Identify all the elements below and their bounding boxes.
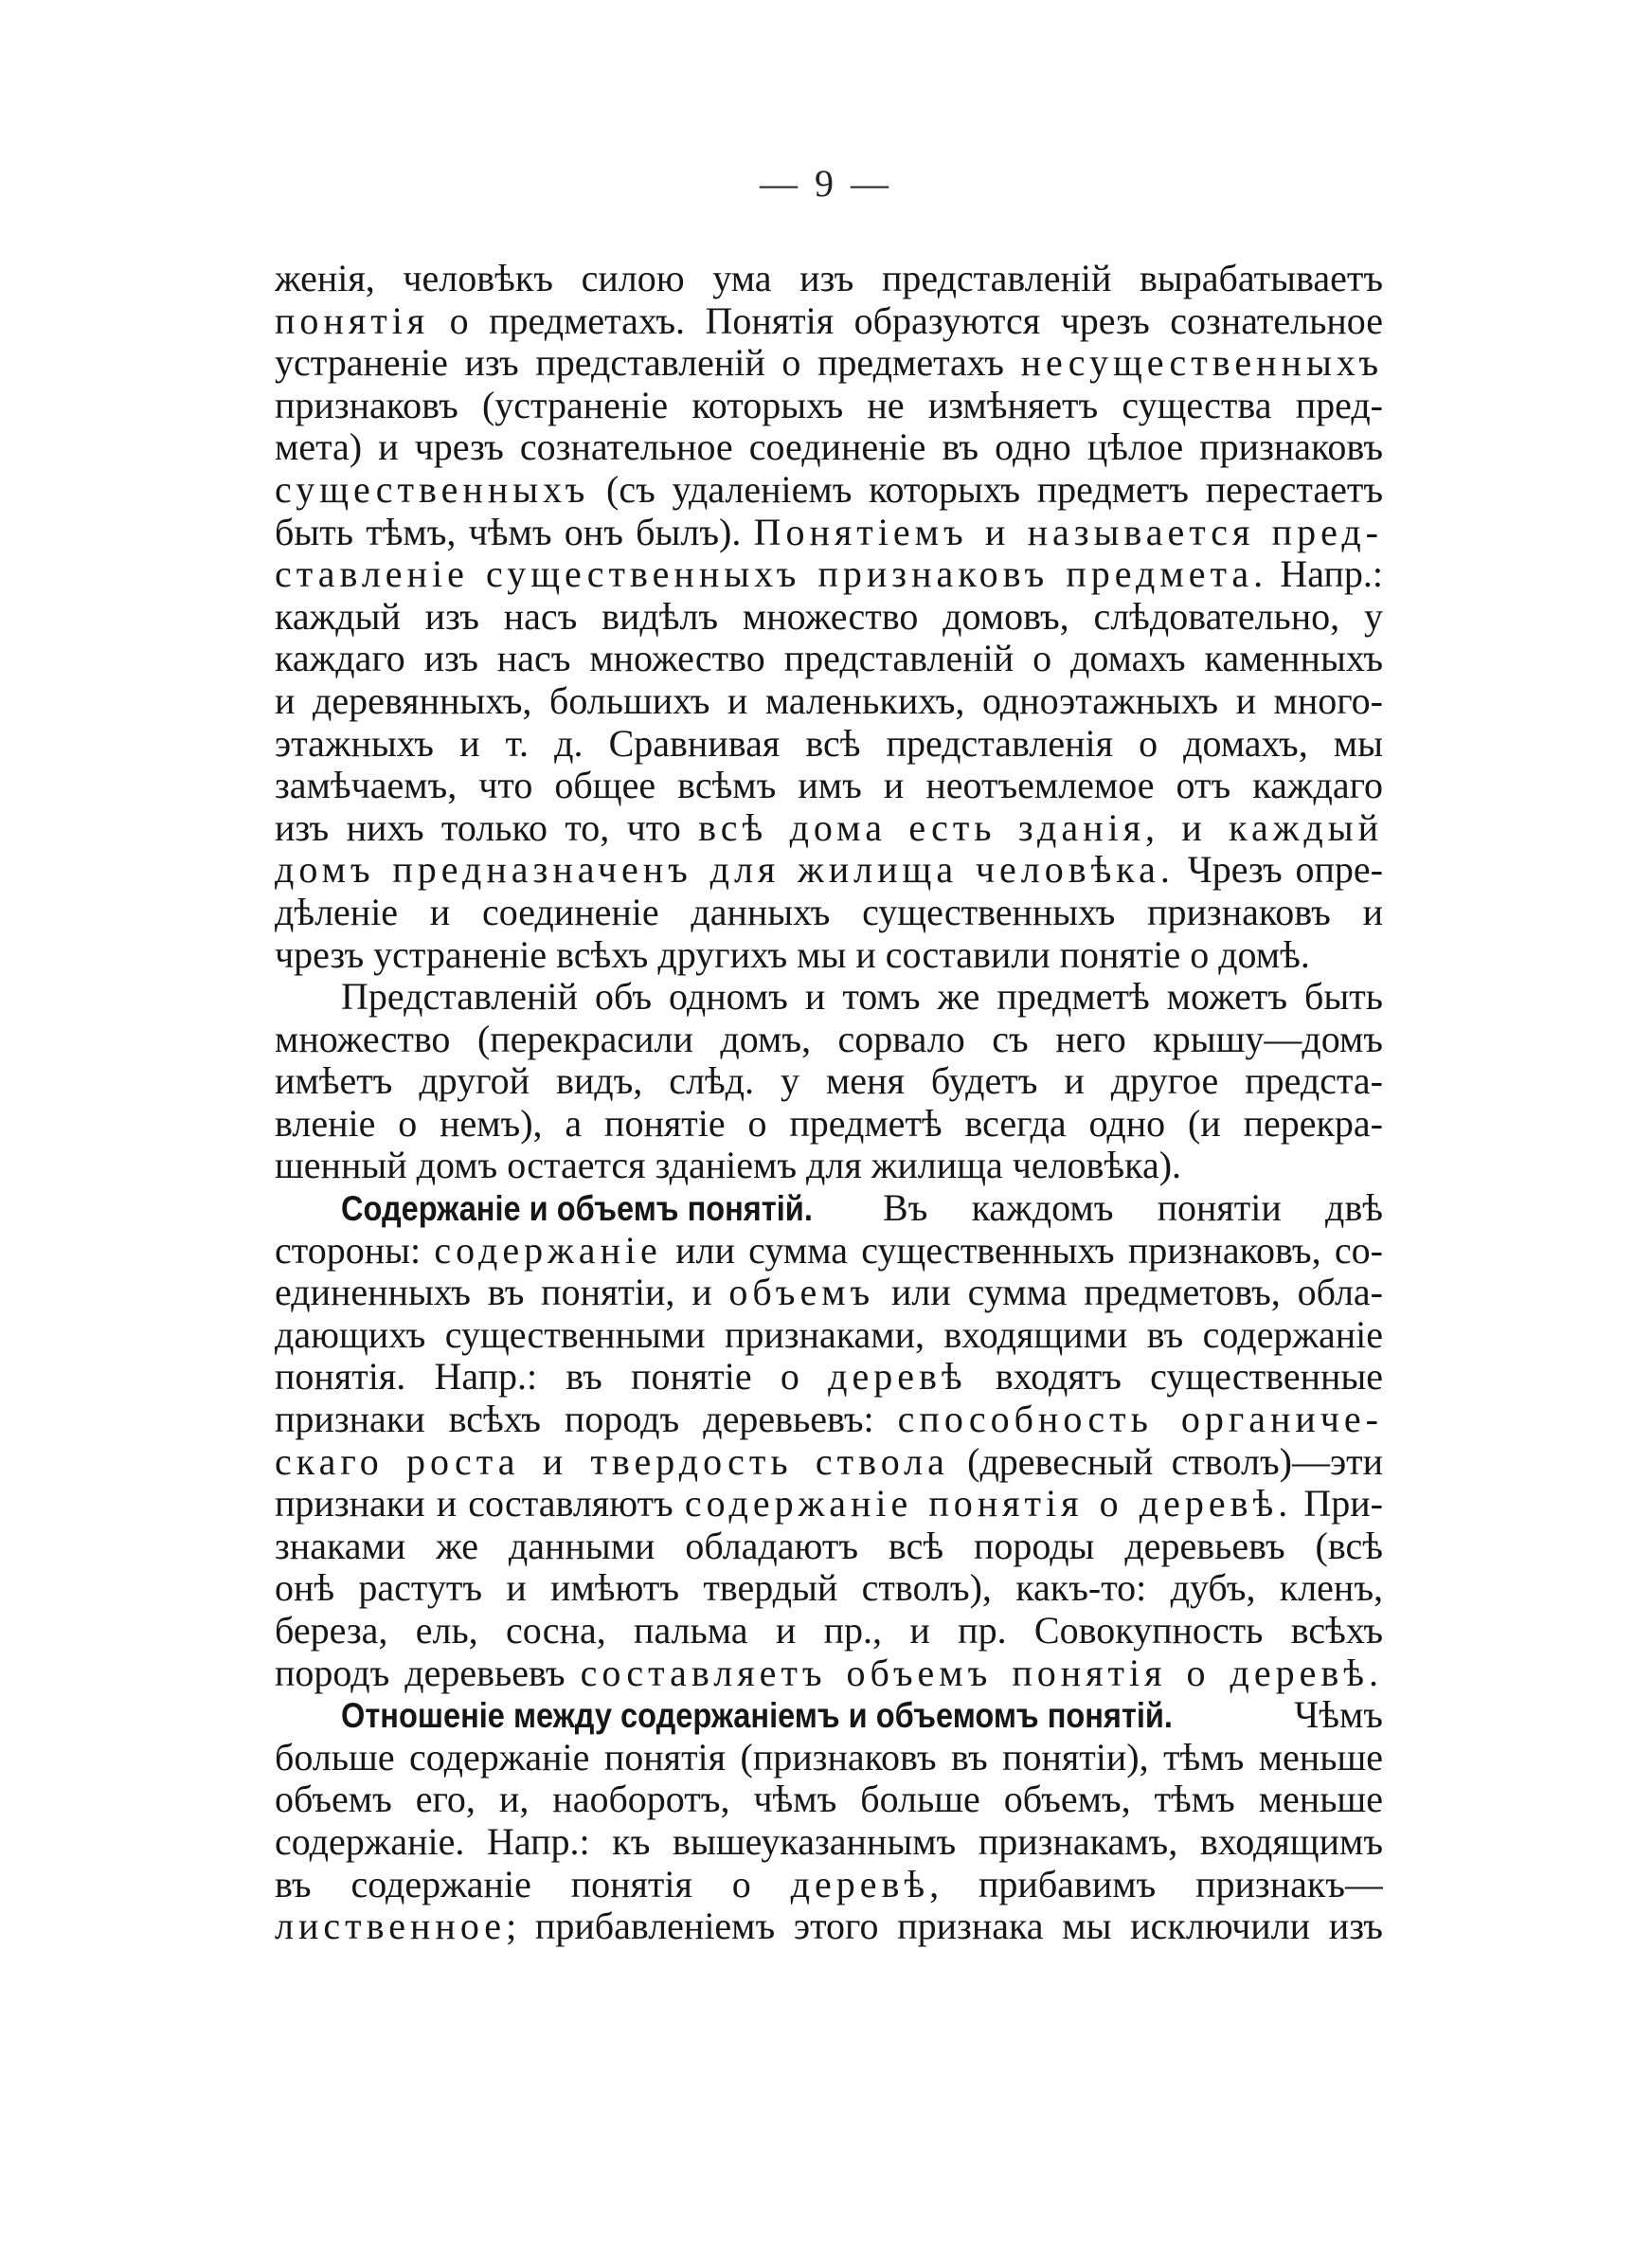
text-line: имѣетъ другой видъ, слѣд. у меня будетъ и другое предста-: [275, 1060, 1383, 1103]
emphasis: Понятіемъ и называется пред-: [753, 511, 1383, 553]
text-line: содержаніе. Напр.: къ вышеуказаннымъ признакамъ, входящимъ: [275, 1820, 1383, 1863]
emphasis: понятія: [275, 299, 430, 342]
text-line: женія, человѣкъ силою ума изъ представленій вырабатываетъ: [275, 258, 1383, 299]
paragraph-representations: [275, 976, 1383, 1187]
text-line: каждый изъ насъ видѣлъ множество домовъ, слѣдовательно, у: [275, 595, 1383, 638]
text-line: ставленіе существенныхъ признаковъ предмета. Напр.:: [275, 553, 1383, 596]
text-line: изъ нихъ только то, что всѣ дома есть зданія, и каждый: [275, 806, 1383, 849]
emphasis: составляетъ объемъ понятія о деревѣ.: [580, 1652, 1383, 1694]
text-line: дѣленіе и соединеніе данныхъ существенныхъ признаковъ и: [275, 891, 1383, 933]
emphasis: несущественныхъ: [1020, 342, 1383, 385]
text-line: береза, ель, сосна, пальма и пр., и пр. Совокупность всѣхъ: [275, 1610, 1383, 1652]
emphasis: деревѣ: [790, 1863, 930, 1905]
text-line: единенныхъ въ понятіи, и объемъ или сумма предметовъ, обла-: [275, 1272, 1383, 1314]
text-line: скаго роста и твердость ствола (древесный стволъ)—эти: [275, 1440, 1383, 1483]
section-content-extent-relation: [275, 1694, 1383, 1948]
text-line: чрезъ устраненіе всѣхъ другихъ мы и составили понятіе о домѣ.: [275, 933, 1310, 976]
text-line: объемъ его, и, наоборотъ, чѣмъ больше объемъ, тѣмъ меньше: [275, 1779, 1383, 1821]
text-line: мета) и чрезъ сознательное соединеніе въ одно цѣлое признаковъ: [275, 426, 1383, 469]
text-line: въ содержаніе понятія о деревѣ, прибавимъ признакъ—: [275, 1863, 1383, 1905]
text-line: породъ деревьевъ составляетъ объемъ понятія о деревѣ.: [275, 1652, 1383, 1694]
text-line: понятія. Напр.: въ понятіе о деревѣ входятъ существенные: [275, 1356, 1383, 1399]
text-line: Содержаніе и объемъ понятій. Въ каждомъ понятіи двѣ: [341, 1187, 1383, 1230]
text-line: быть тѣмъ, чѣмъ онъ былъ). Понятіемъ и называется пред-: [275, 511, 1383, 553]
section-heading: Содержаніе и объемъ понятій.: [341, 1189, 813, 1229]
emphasis: содержаніе: [434, 1229, 662, 1272]
text-line: Отношеніе между содержаніемъ и объемомъ понятій. Чѣмъ: [341, 1694, 1383, 1737]
page-text: [275, 258, 1383, 1948]
text-line: признаки и составляютъ содержаніе понятія о деревѣ. При-: [275, 1483, 1383, 1526]
text-line: замѣчаемъ, что общее всѣмъ имъ и неотъемлемое отъ каждаго: [275, 765, 1383, 807]
text-line: множество (перекрасили домъ, сорвало съ него крышу—домъ: [275, 1018, 1383, 1060]
text-line: шенный домъ остается зданіемъ для жилища человѣка).: [275, 1145, 1182, 1187]
text-line: дающихъ существенными признаками, входящими въ содержаніе: [275, 1313, 1383, 1356]
text-line: больше содержаніе понятія (признаковъ въ понятіи), тѣмъ меньше: [275, 1736, 1383, 1779]
text-line: каждаго изъ насъ множество представленій о домахъ каменныхъ: [275, 638, 1383, 680]
emphasis: объемъ: [728, 1272, 875, 1314]
emphasis: ставленіе существенныхъ признаковъ предмета.: [275, 553, 1268, 596]
text-line: стороны: содержаніе или сумма существенныхъ признаковъ, со-: [275, 1229, 1383, 1272]
text-line: признаки всѣхъ породъ деревьевъ: способность органиче-: [275, 1399, 1383, 1441]
emphasis: домъ предназначенъ для жилища человѣка.: [275, 849, 1175, 892]
emphasis: содержаніе понятія о деревѣ.: [684, 1483, 1293, 1526]
text-line: этажныхъ и т. д. Сравнивая всѣ представленія о домахъ, мы: [275, 722, 1383, 765]
emphasis: всѣ дома есть зданія, и каждый: [698, 806, 1383, 849]
emphasis: деревѣ: [828, 1356, 967, 1399]
text-line: признаковъ (устраненіе которыхъ не измѣняетъ существа пред-: [275, 384, 1383, 426]
emphasis: способность органиче-: [897, 1399, 1383, 1441]
section-heading: Отношеніе между содержаніемъ и объемомъ понятій.: [341, 1696, 1173, 1736]
text-line: и деревянныхъ, большихъ и маленькихъ, одноэтажныхъ и много-: [275, 679, 1383, 722]
text-line: онѣ растутъ и имѣютъ твердый стволъ), какъ-то: дубъ, кленъ,: [275, 1567, 1383, 1610]
page-number: — 9 —: [760, 162, 892, 205]
text-line: существенныхъ (съ удаленіемъ которыхъ предметъ перестаетъ: [275, 468, 1383, 511]
text-line: лиственное; прибавленіемъ этого признака мы исключили изъ: [275, 1905, 1383, 1948]
text-line: вленіе о немъ), а понятіе о предметѣ всегда одно (и перекра-: [275, 1102, 1383, 1145]
text-line: домъ предназначенъ для жилища человѣка. Чрезъ опре-: [275, 849, 1383, 892]
emphasis: лиственное: [275, 1905, 507, 1948]
text-line: понятія о предметахъ. Понятія образуются чрезъ сознательное: [275, 299, 1383, 342]
text-line: устраненіе изъ представленій о предметахъ несущественныхъ: [275, 342, 1383, 385]
paragraph-concept-definition: [275, 258, 1383, 976]
text-line: Представленій объ одномъ и томъ же предметѣ можетъ быть: [341, 976, 1383, 1019]
emphasis: существенныхъ: [275, 468, 590, 511]
text-line: знаками же данными обладаютъ всѣ породы деревьевъ (всѣ: [275, 1525, 1383, 1567]
emphasis: скаго роста и твердость ствола: [275, 1440, 949, 1483]
section-content-and-extent: [275, 1187, 1383, 1694]
